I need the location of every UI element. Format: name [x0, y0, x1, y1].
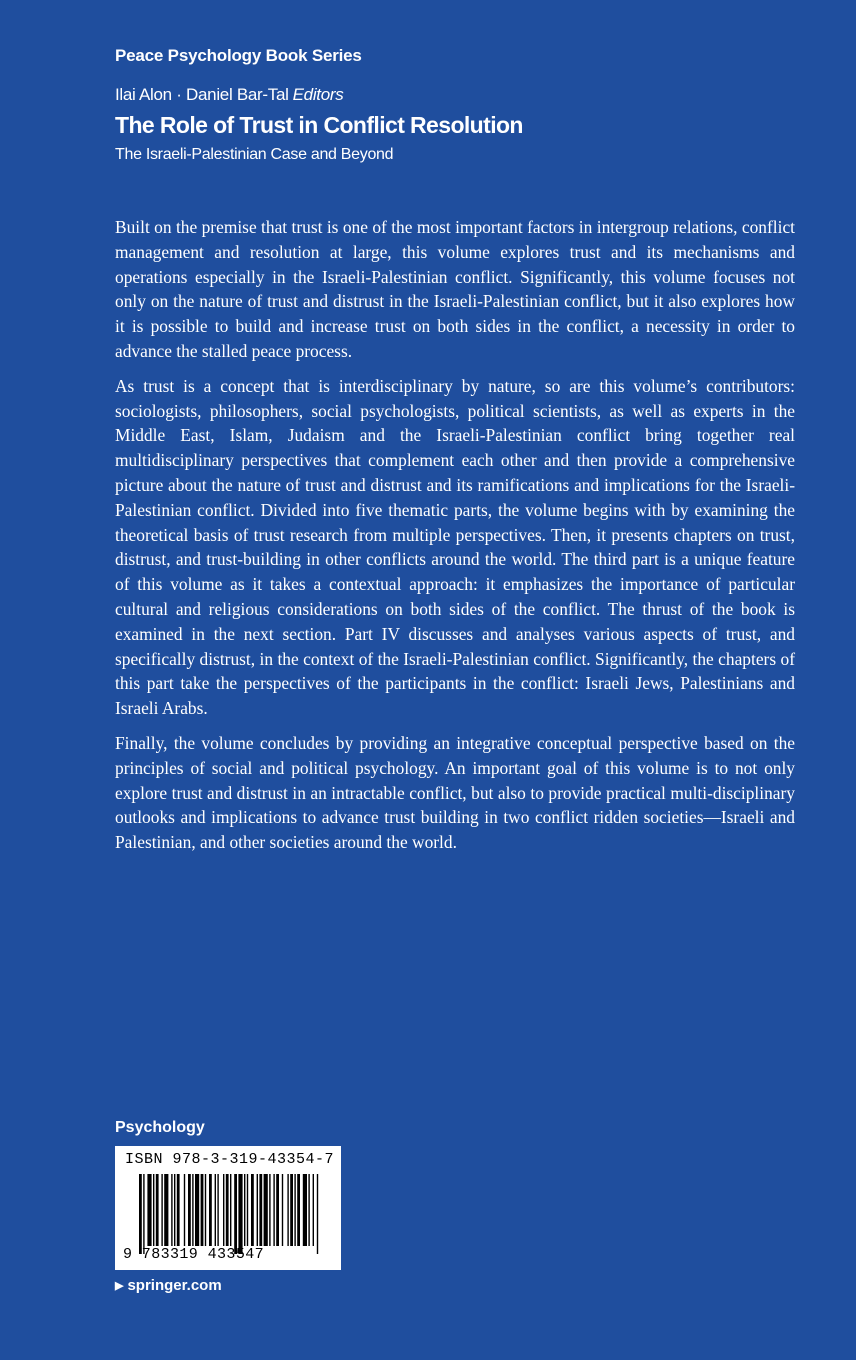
back-cover-blurb: [115, 215, 795, 865]
series-name: Peace Psychology Book Series: [115, 46, 362, 65]
subject-category: Psychology: [115, 1119, 205, 1136]
website-label: springer.com: [127, 1277, 222, 1294]
editor-names: Ilai Alon · Daniel Bar-Tal: [115, 85, 289, 104]
editors-role: Editors: [292, 85, 344, 104]
blurb-paragraph-1: Built on the premise that trust is one of the most important factors in intergroup relations, conflict management and resolution at large, this volume explores trust and its mechanisms and operations especially in the Israeli-Palestinian conflict. Significantly, this volume focuses not only on the nature of trust and distrust in the Israeli-Palestinian conflict, but it also explores how it is possible to build and increase trust on both sides in the conflict, a necessity in order to advance the stalled peace process.: [115, 217, 795, 361]
book-title: The Role of Trust in Conflict Resolution: [115, 112, 523, 138]
editors-line: [115, 85, 343, 105]
publisher-website[interactable]: [115, 1277, 222, 1294]
blurb-paragraph-2: As trust is a concept that is interdisciplinary by nature, so are this volume’s contributors: sociologists, philosophers, social psychologists, political scientists, as well as experts in the Middle East, Islam, Judaism and the Israeli-Palestinian conflict bring together real multidisciplinary perspectives that complement each other and then provide a comprehensive picture about the nature of trust and distrust and its ramifications and implications for the Israeli-Palestinian conflict. Divided into five thematic parts, the volume begins with by examining the theoretical basis of trust research from multiple perspectives. Then, it presents chapters on trust, distrust, and trust-building in other conflicts around the world. The third part is a unique feature of this volume as it takes a contextual approach: it emphasizes the importance of particular cultural and religious considerations on both sides of the conflict. The thrust of the book is examined in the next section. Part IV discusses and analyses various aspects of trust, and specifically distrust, in the context of the Israeli-Palestinian conflict. Significantly, the chapters of this part take the perspectives of the participants in the conflict: Israeli Jews, Palestinians and Israeli Arabs.: [115, 375, 795, 719]
isbn-label: ISBN 978-3-319-43354-7: [125, 1151, 335, 1168]
arrow-right-icon: ▶: [115, 1280, 124, 1292]
isbn-barcode: [115, 1146, 341, 1270]
book-subtitle: The Israeli-Palestinian Case and Beyond: [115, 146, 394, 163]
blurb-paragraph-3: Finally, the volume concludes by providing an integrative conceptual perspective based on the principles of social and political psychology. An important goal of this volume is to not only explore trust and distrust in an intractable conflict, but also to provide practical multi-disciplinary outlooks and implications to advance trust building in two conflict ridden societies—Israeli and Palestinian, and other societies around the world.: [115, 732, 795, 853]
barcode-digits: 9 783319 433547: [123, 1246, 265, 1263]
